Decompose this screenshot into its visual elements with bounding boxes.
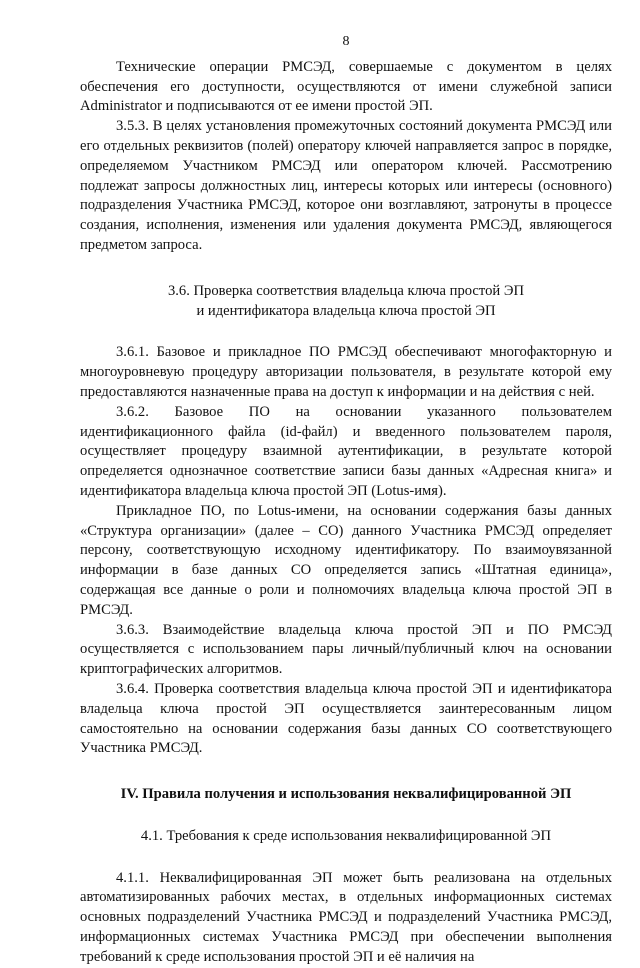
paragraph: 3.6.2. Базовое ПО на основании указанного пользователем идентификационного файла (id-файл) и введенного пользователем пароля, осуществляет процедуру взаимной аутентификации, в результате которой определяется однозначное соответствие записи базы данных «Адресная книга» и идентификатора владельца ключа простой ЭП (Lotus-имя).	[80, 403, 612, 499]
section-heading	[80, 282, 612, 322]
document-page	[80, 32, 612, 968]
section-heading-line: 4.1. Требования к среде использования неквалифицированной ЭП	[140, 827, 552, 844]
section-heading	[80, 785, 612, 805]
section-heading	[80, 827, 612, 847]
paragraph: 3.5.3. В целях установления промежуточных состояний документа РМСЭД или его отдельных реквизитов (полей) оператору ключей направляется запрос в порядке, определяемом Участником РМСЭД или оператором ключей. Рассмотрению подлежат запросы должностных лиц, интересы которых или интересы (основного) подразделения Участника РМСЭД, которое они возглавляют, затронуты в процессе создания, исполнения, изменения или удаления документа РМСЭД, являющегося предметом запроса.	[80, 118, 612, 253]
document-body	[80, 58, 612, 968]
paragraph: Технические операции РМСЭД, совершаемые с документом в целях обеспечения его доступности, осуществляются от имени служебной записи Administrator и подписываются от ее имени простой ЭП.	[80, 58, 612, 115]
paragraph: 3.6.3. Взаимодействие владельца ключа простой ЭП и ПО РМСЭД осуществляется с использованием пары личный/публичный ключ на основании криптографических алгоритмов.	[80, 621, 612, 678]
paragraph: 3.6.1. Базовое и прикладное ПО РМСЭД обеспечивают многофакторную и многоуровневую процедуру авторизации пользователя, в результате которой ему предоставляются назначенные права на доступ к информации и на действия с ней.	[80, 344, 612, 400]
page-number: 8	[342, 34, 350, 49]
paragraph: 3.6.4. Проверка соответствия владельца ключа простой ЭП и идентификатора владельца ключа простой ЭП осуществляется заинтересованным лицом самостоятельно на основании содержания базы данных СО соответствующего Участника РМСЭД.	[80, 680, 612, 757]
section-heading-line: IV. Правила получения и использования неквалифицированной ЭП	[120, 786, 572, 803]
section-heading-line: 3.6. Проверка соответствия владельца ключа простой ЭП	[167, 282, 525, 299]
paragraph: Прикладное ПО, по Lotus-имени, на основании содержания базы данных «Структура организации» (далее – СО) данного Участника РМСЭД определяет персону, соответствующую исходному идентификатору. По взаимоувязанной информации в базе данных СО определяется запись «Штатная единица», содержащая все данные о роли и полномочиях владельца ключа простой ЭП в РМСЭД.	[80, 502, 612, 618]
paragraph: 4.1.1. Неквалифицированная ЭП может быть реализована на отдельных автоматизированных рабочих местах, в отдельных информационных системах основных подразделений Участника РМСЭД и подразделений Участника РМСЭД, информационных системах Участника РМСЭД при обеспечении выполнения требований к среде использования простой ЭП и её наличия на	[80, 869, 612, 965]
section-heading-line: и идентификатора владельца ключа простой ЭП	[196, 302, 496, 319]
